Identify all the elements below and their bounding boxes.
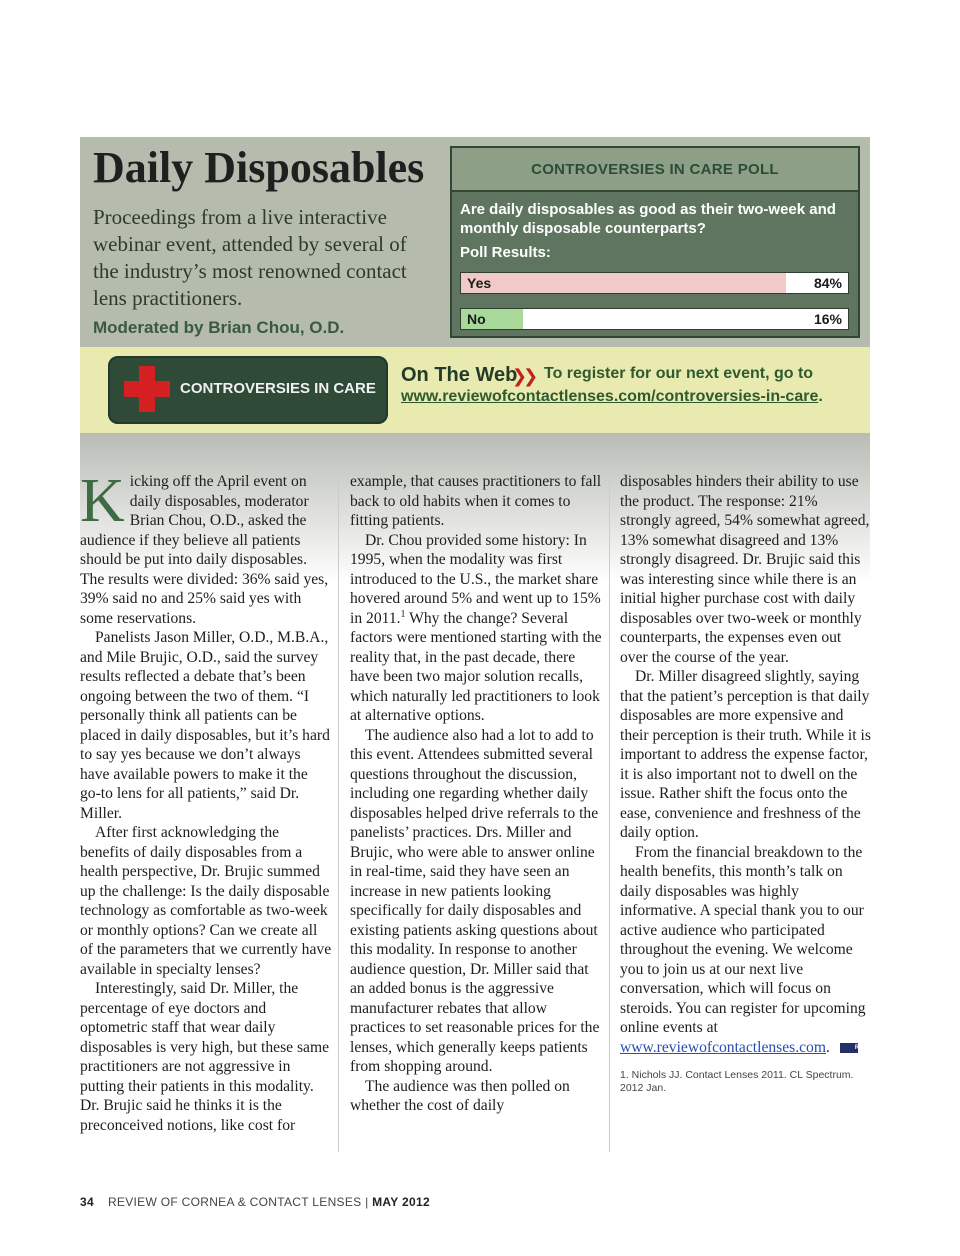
- page-title: Daily Disposables: [93, 143, 425, 192]
- poll-question: Are daily disposables as good as their two-week and monthly disposable counterparts?: [460, 201, 836, 237]
- poll-bar-yes: [460, 272, 849, 294]
- article-column-1: [80, 467, 332, 1135]
- column-divider: [338, 472, 339, 1152]
- controversies-in-care-badge: [108, 356, 388, 424]
- reference-marker: 1: [400, 608, 406, 620]
- paragraph: Dr. Chou provided some history: In 1995, when the modality was first introduced to the U.S., the market share hovered around 5% and went up to 15% in 2011.$^1$ Why the change? Several factors were mentioned starting with the reality that, in the past decade, there have been two major solution recalls, which naturally led practitioners to look at alternative options.: [350, 531, 602, 724]
- paragraph: Interestingly, said Dr. Miller, the percentage of eye doctors and optometric staff that wear daily disposables is very high, but these same practitioners are not aggressive in putting their patients in this modality. Dr. Brujic said he thinks it is the preconceived notions, like cost for: [80, 980, 330, 1134]
- poll-option-label: Yes: [467, 275, 492, 291]
- on-the-web-label: On The Web: [401, 364, 518, 386]
- website-link[interactable]: www.reviewofcontactlenses.com: [620, 1038, 826, 1056]
- rccl-end-logo-icon: RCCL: [840, 1043, 858, 1053]
- page-subtitle: Proceedings from a live interactive webinar event, attended by several of the industry’s most renowned contact lens practitioners.: [93, 205, 407, 310]
- page-footer: [80, 1195, 430, 1209]
- article-column-3: [620, 472, 872, 1095]
- page-number: 34: [80, 1195, 94, 1209]
- publication-name: REVIEW OF CORNEA & CONTACT LENSES |: [107, 1195, 373, 1209]
- poll-bar-no: [460, 308, 849, 330]
- poll-results-label: Poll Results:: [460, 244, 551, 261]
- register-url[interactable]: www.reviewofcontactlenses.com/controversies-in-care: [401, 388, 819, 405]
- poll-bar-fill-yes: [461, 273, 786, 293]
- article-column-2: [350, 472, 602, 1116]
- paragraph: Panelists Jason Miller, O.D., M.B.A., and Mile Brujic, O.D., said the survey results reflected a debate that’s been ongoing between the two of them. “I personally think all patients can be placed in daily disposables, but it’s hard to say yes because we don’t always have available powers to make it the go-to lens for all patients,” said Dr. Miller.: [80, 629, 330, 822]
- register-url-period: .: [818, 388, 823, 405]
- red-cross-icon: [124, 366, 170, 412]
- column-divider: [609, 472, 610, 1152]
- issue-date: MAY 2012: [372, 1195, 430, 1209]
- paragraph: After first acknowledging the benefits of daily disposables from a health perspective, Dr. Brujic summed up the challenge: Is the daily disposable technology as comfortable as two-week or monthly options? Can we create all of the parameters that we currently have available in specialty lenses?: [80, 824, 332, 978]
- paragraph: From the financial breakdown to the health benefits, this month’s talk on daily disposables was highly informative. A special thank you to our active audience who participated throughout the evening. We welcome you to join us at our next live conversation, which will focus on steroids. You can register for upcoming online events at www.reviewofcontactlenses.com. RCCL: [620, 843, 872, 1056]
- register-link[interactable]: [401, 388, 823, 406]
- paragraph: The audience was then polled on whether the cost of daily: [350, 1077, 570, 1114]
- paragraph: disposables hinders their ability to use the product. The response: 21% strongly agreed, 54% somewhat agreed, 13% somewhat disagreed and 13% strongly disagreed. Dr. Brujic said this was interesting since while there is an initial higher purchase cost with daily disposables over two-week or monthly counterparts, the expenses even out over the course of the year.: [620, 473, 870, 666]
- poll-heading: CONTROVERSIES IN CARE POLL: [452, 148, 858, 192]
- poll-box: [450, 146, 860, 338]
- double-chevron-right-icon: ❯❯: [512, 366, 535, 387]
- drop-cap: K: [80, 467, 125, 535]
- badge-label: CONTROVERSIES IN CARE: [180, 380, 376, 397]
- paragraph: Kicking off the April event on daily disposables, moderator Brian Chou, O.D., asked the audience if they believe all patients should be put into daily disposables. The results were divided: 36% said yes, 39% said no and 25% said yes with some reservations.: [80, 467, 329, 627]
- poll-option-label: No: [467, 311, 486, 327]
- footnote: 1. Nichols JJ. Contact Lenses 2011. CL Spectrum. 2012 Jan.: [620, 1069, 854, 1094]
- poll-option-percent: 84%: [813, 275, 842, 291]
- poll-option-percent: 16%: [813, 311, 842, 327]
- moderator-credit: Moderated by Brian Chou, O.D.: [93, 318, 345, 337]
- paragraph: The audience also had a lot to add to this event. Attendees submitted several questions throughout the discussion, including one regarding whether daily disposables helped drive referrals to the panelists’ practices. Drs. Miller and Brujic, who were able to answer online in real-time, said they have seen an increase in new patients looking specifically for daily disposables and existing patients asking questions about this modality. In response to another audience question, Dr. Miller said that an added bonus is the aggressive manufacturer rebates that allow practices to set reasonable prices for the lenses, which generally keeps patients from shopping around.: [350, 726, 600, 1075]
- paragraph: Dr. Miller disagreed slightly, saying that the patient’s perception is that daily disposables are more expensive and their perception is their truth. While it is important to address the expense factor, it is also important not to dwell on the issue. Rather shift the focus onto the ease, convenience and freshness of the daily option.: [620, 668, 871, 841]
- register-text: To register for our next event, go to: [544, 365, 814, 382]
- paragraph: example, that causes practitioners to fall back to old habits when it comes to fitting patients.: [350, 473, 602, 529]
